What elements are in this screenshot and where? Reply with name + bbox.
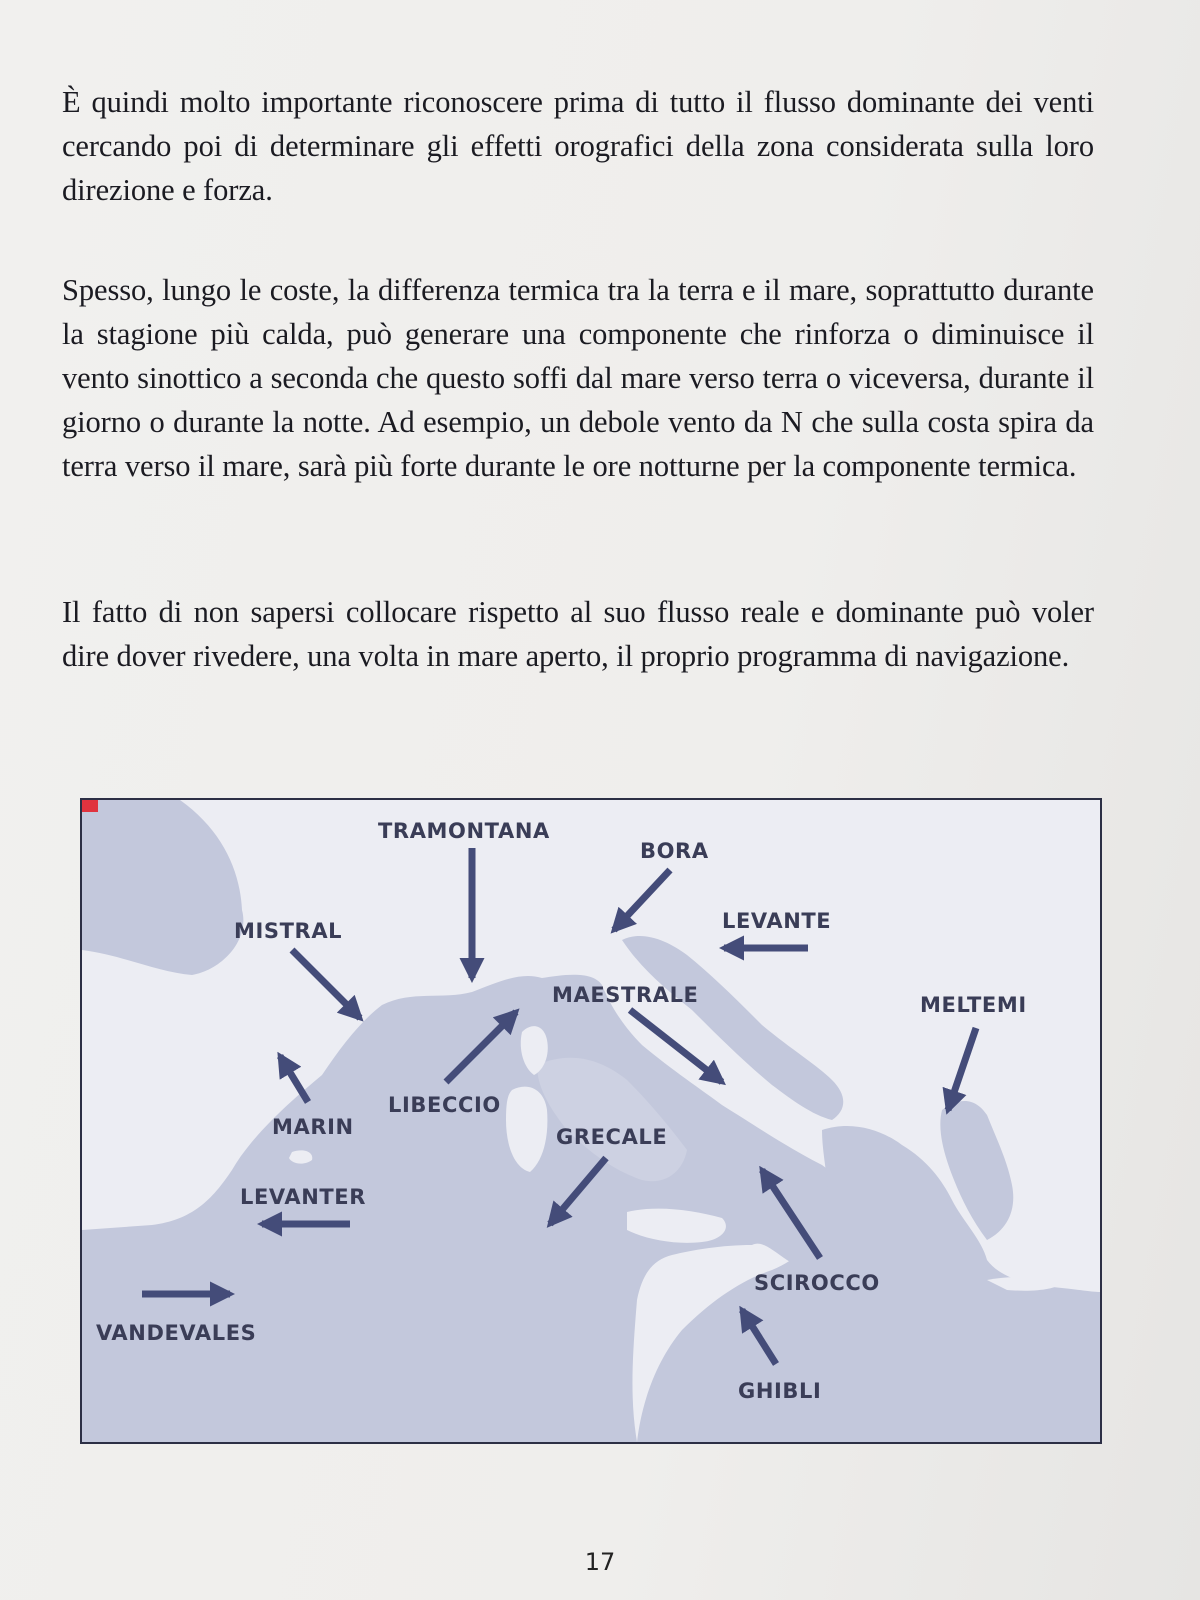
- libeccio-label: LIBECCIO: [388, 1093, 501, 1117]
- tramontana-label: TRAMONTANA: [378, 819, 550, 843]
- page-number: 17: [584, 1548, 616, 1576]
- paragraph-1: È quindi molto importante riconoscere prima di tutto il flusso dominante dei venti cercando poi di determinare gli effetti orografici della zona considerata sulla loro direzione e forza.: [62, 85, 1094, 207]
- marin-label: MARIN: [272, 1115, 354, 1139]
- map-svg: [82, 800, 1100, 1442]
- paragraph-2: Spesso, lungo le coste, la differenza termica tra la terra e il mare, soprattutto durante la stagione più calda, può generare una componente che rinforza o diminuisce il vento sinottico a seconda che questo soffi dal mare verso terra o viceversa, durante il giorno o durante la notte. Ad esempio, un debole vento da N che sulla costa spira da terra verso il mare, sarà più forte durante le ore notturne per la componente termica.: [62, 273, 1094, 483]
- mistral-label: MISTRAL: [234, 919, 343, 943]
- bora-label: BORA: [640, 839, 709, 863]
- red-corner-mark: [80, 798, 98, 812]
- vandevales-label: VANDEVALES: [96, 1321, 257, 1345]
- maestrale-label: MAESTRALE: [552, 983, 699, 1007]
- scirocco-label: SCIROCCO: [754, 1271, 880, 1295]
- levanter-label: LEVANTER: [240, 1185, 367, 1209]
- paragraph-3: Il fatto di non sapersi collocare rispetto al suo flusso reale e dominante può voler dire dover rivedere, una volta in mare aperto, il proprio programma di navigazione.: [62, 595, 1094, 673]
- grecale-label: GRECALE: [556, 1125, 668, 1149]
- levante-label: LEVANTE: [722, 909, 832, 933]
- meltemi-label: MELTEMI: [920, 993, 1027, 1017]
- mediterranean-winds-map: [80, 798, 1102, 1444]
- ghibli-label: GHIBLI: [738, 1379, 822, 1403]
